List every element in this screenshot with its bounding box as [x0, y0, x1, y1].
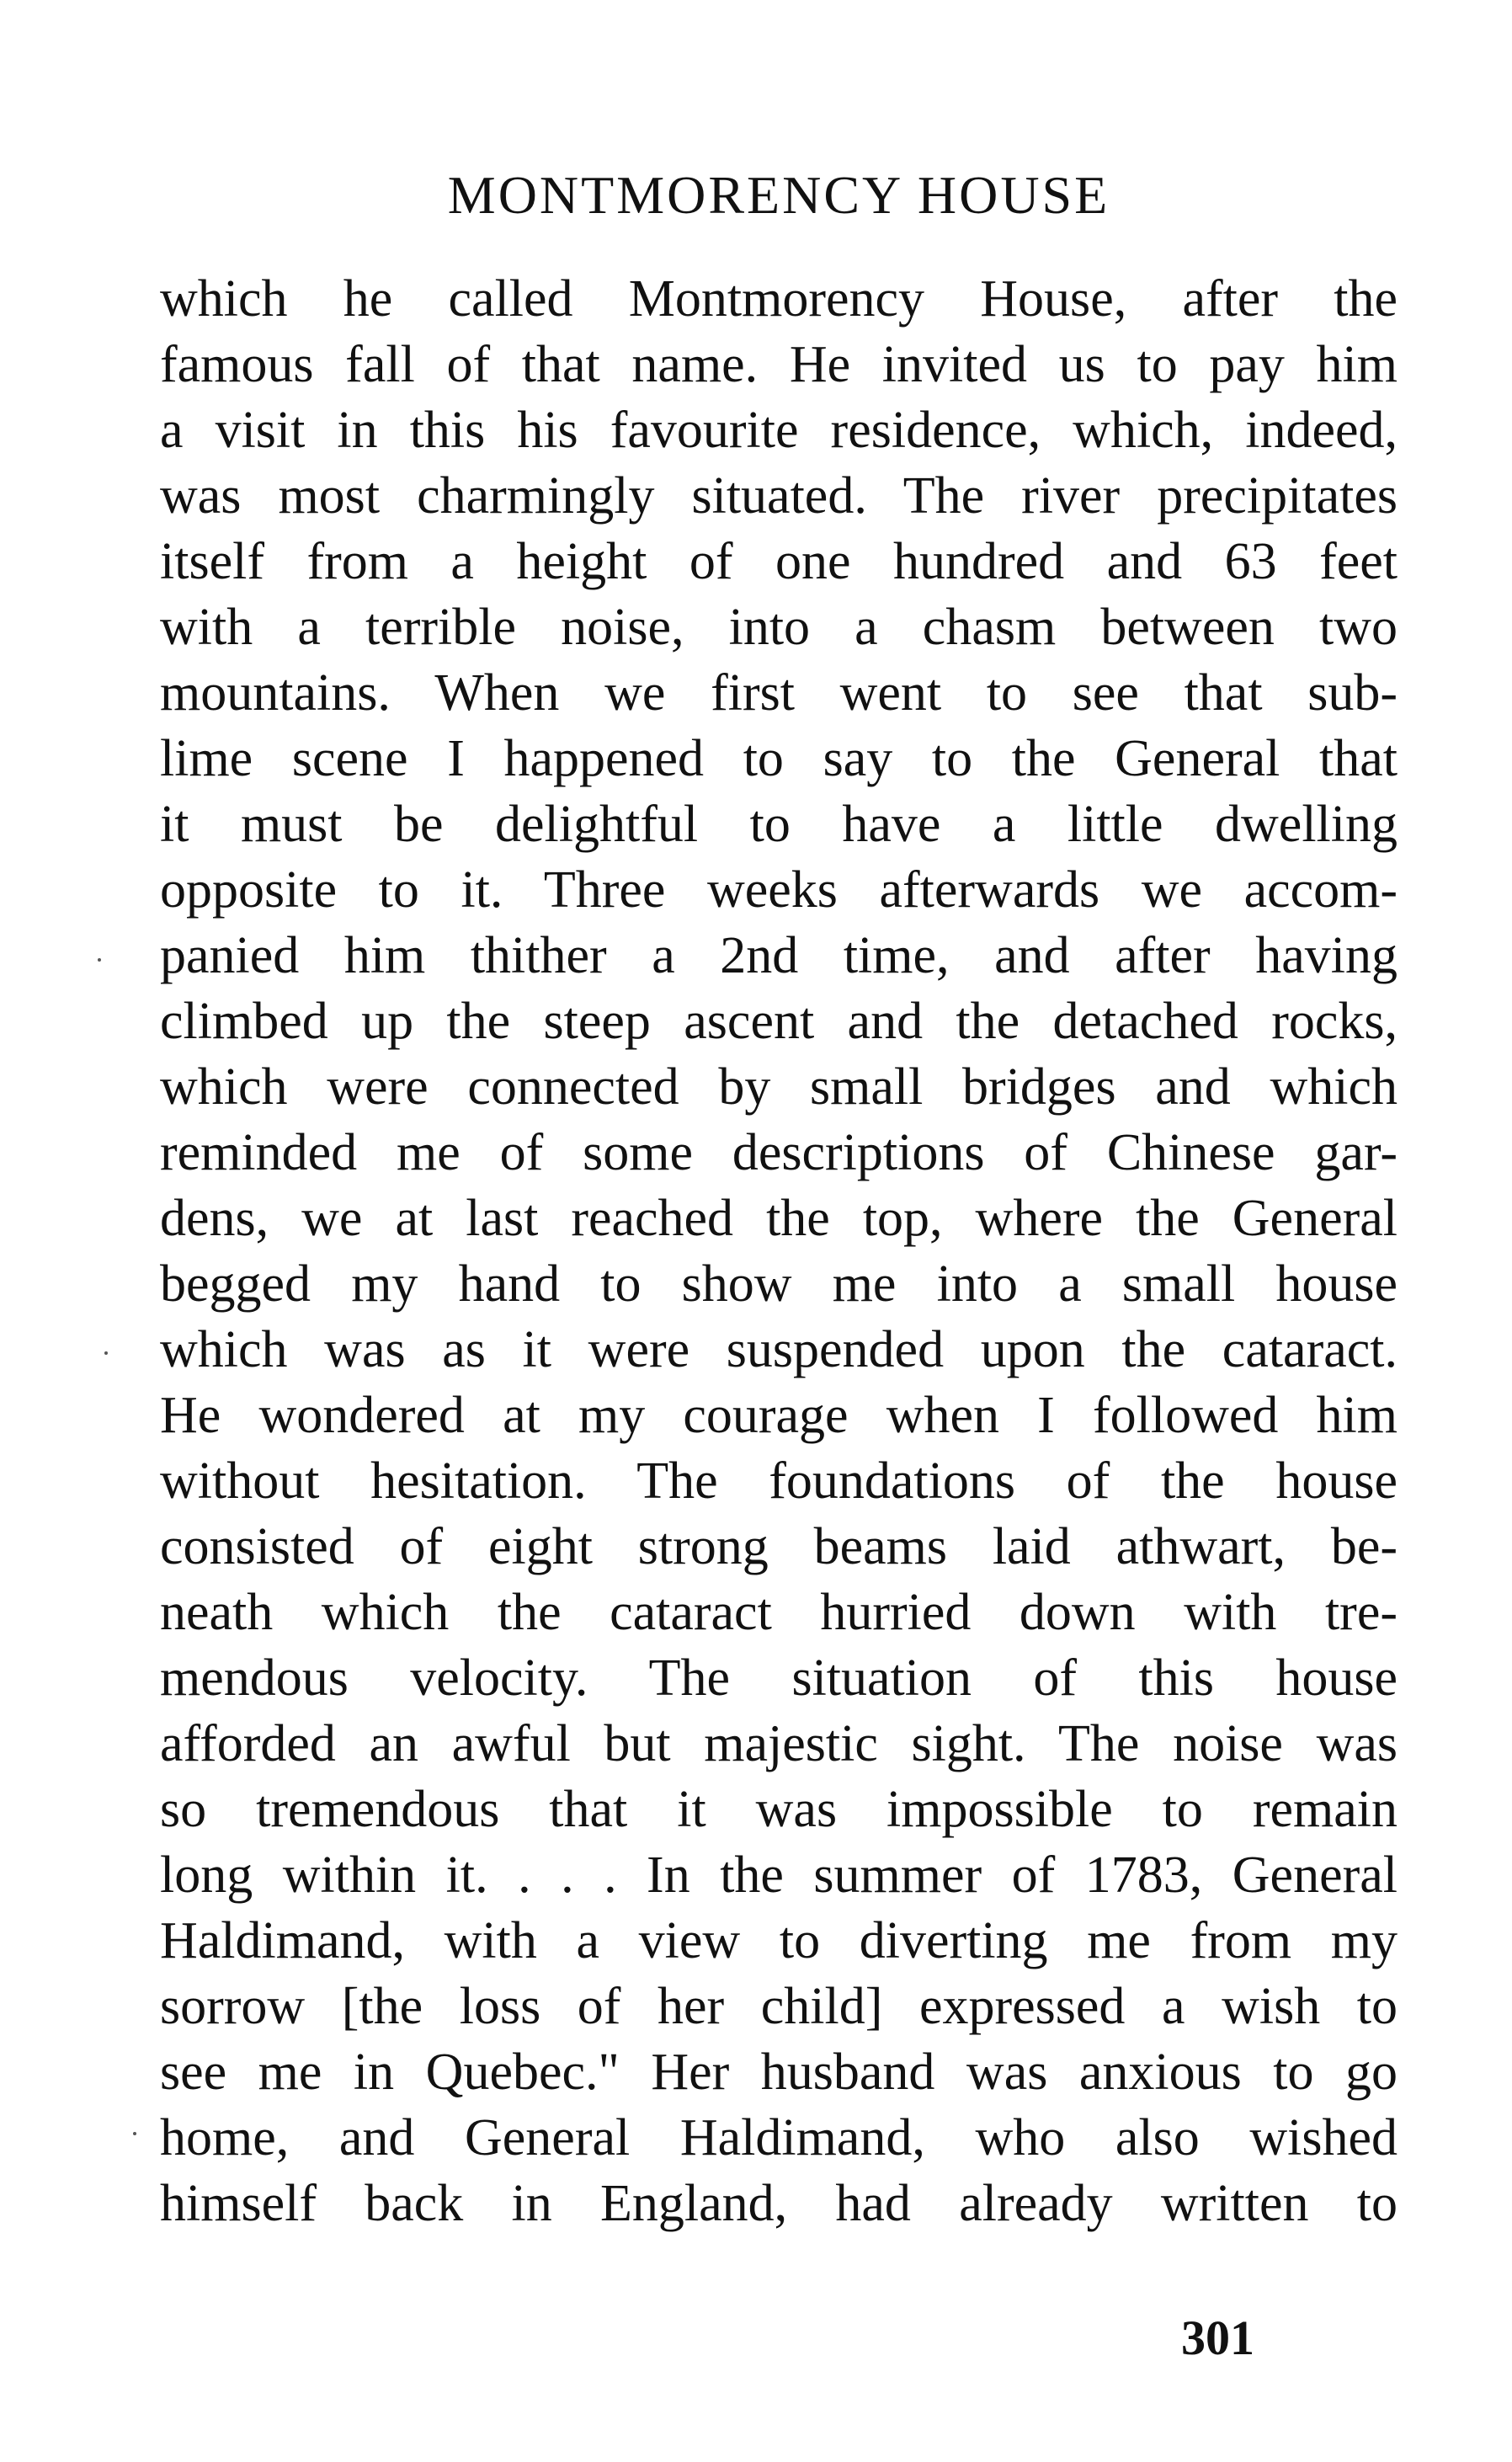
running-head: MONTMORENCY HOUSE	[447, 165, 1110, 225]
text-line: a visit in this his favourite residence, which, indeed,	[160, 402, 1398, 459]
text-line: see me in Quebec." Her husband was anxious to go	[160, 2044, 1398, 2101]
body-text	[160, 266, 1398, 2236]
text-line: itself from a height of one hundred and 63 feet	[160, 533, 1398, 590]
text-line: without hesitation. The foundations of the house	[160, 1452, 1398, 1510]
text-line: panied him thither a 2nd time, and after having	[160, 927, 1398, 984]
text-line: mountains. When we first went to see that sub-	[160, 664, 1398, 722]
text-line: was most charmingly situated. The river precipitates	[160, 467, 1398, 525]
text-line: lime scene I happened to say to the General that	[160, 730, 1398, 787]
text-line: dens, we at last reached the top, where the General	[160, 1190, 1398, 1247]
text-line: opposite to it. Three weeks afterwards we accom-	[160, 861, 1398, 919]
text-line: which were connected by small bridges and which	[160, 1058, 1398, 1116]
text-line: which he called Montmorency House, after the	[160, 270, 1398, 328]
text-line: himself back in England, had already written to	[160, 2175, 1398, 2232]
text-line: sorrow [the loss of her child] expressed a wish to	[160, 1978, 1398, 2035]
text-line: long within it. . . . In the summer of 1783, General	[160, 1846, 1398, 1904]
scan-speck	[133, 2132, 136, 2135]
text-line: it must be delightful to have a little dwelling	[160, 796, 1398, 853]
text-line: home, and General Haldimand, who also wished	[160, 2109, 1398, 2166]
text-line: mendous velocity. The situation of this house	[160, 1649, 1398, 1707]
scan-speck	[98, 958, 101, 962]
text-line: reminded me of some descriptions of Chinese gar-	[160, 1124, 1398, 1181]
text-line: afforded an awful but majestic sight. The noise was	[160, 1715, 1398, 1772]
text-line: famous fall of that name. He invited us to pay him	[160, 336, 1398, 393]
page-number: 301	[1181, 2310, 1254, 2365]
text-line: climbed up the steep ascent and the detached rocks,	[160, 993, 1398, 1050]
text-line: Haldimand, with a view to diverting me from my	[160, 1912, 1398, 1969]
text-line: begged my hand to show me into a small house	[160, 1255, 1398, 1313]
scan-speck	[104, 1351, 108, 1355]
text-line: with a terrible noise, into a chasm between two	[160, 599, 1398, 656]
text-line: neath which the cataract hurried down with tre-	[160, 1584, 1398, 1641]
text-line: consisted of eight strong beams laid athwart, be-	[160, 1518, 1398, 1575]
text-line: which was as it were suspended upon the cataract.	[160, 1321, 1398, 1378]
text-line: He wondered at my courage when I followed him	[160, 1387, 1398, 1444]
text-line: so tremendous that it was impossible to remain	[160, 1781, 1398, 1838]
